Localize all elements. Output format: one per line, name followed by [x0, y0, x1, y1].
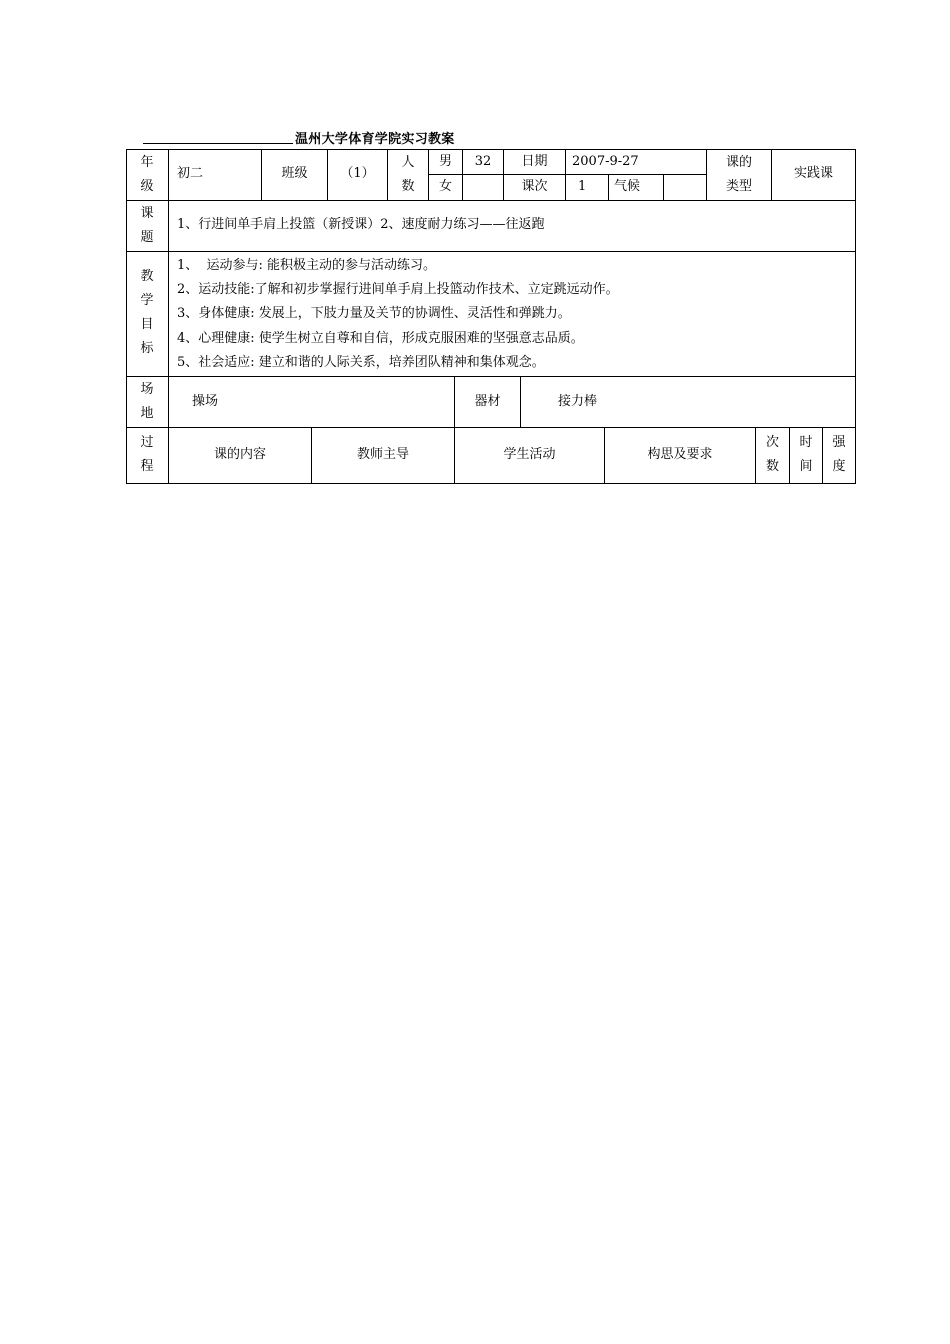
row1-line-i — [663, 174, 664, 200]
date-value: 2007-9-27 — [572, 154, 639, 169]
goal-item-skills: 2、运动技能:了解和初步掌握行进间单手肩上投篮动作技术、立定跳远动作。 — [177, 282, 619, 297]
people-label-line2: 数 — [401, 179, 415, 194]
process-label-line2: 程 — [140, 459, 154, 474]
process-label — [127, 431, 167, 479]
column-count-line2: 数 — [765, 459, 779, 474]
column-count — [756, 431, 789, 479]
row1-line-g — [565, 149, 566, 200]
goals-label-line2: 学 — [140, 293, 154, 308]
venue-label-line2: 地 — [140, 406, 154, 421]
people-label — [388, 151, 428, 199]
column-time-line1: 时 — [799, 435, 813, 450]
column-design-requirements: 构思及要求 — [647, 447, 713, 462]
topic-label-line2: 题 — [140, 230, 154, 245]
lesson-type-label-line2: 类型 — [725, 179, 752, 194]
grade-value: 初二 — [177, 166, 204, 181]
grade-label-line2: 级 — [140, 179, 154, 194]
row1-bottom-line — [126, 200, 856, 201]
column-student-activity: 学生活动 — [503, 447, 556, 462]
venue-label-line1: 场 — [140, 382, 154, 397]
column-time — [790, 431, 822, 479]
goals-label-line4: 标 — [140, 341, 154, 356]
column-count-line1: 次 — [765, 435, 779, 450]
row1-line-h — [608, 174, 609, 200]
column-teacher-guidance: 教师主导 — [356, 447, 409, 462]
venue-label — [127, 378, 167, 426]
row3-bottom-line — [126, 376, 856, 377]
people-label-line1: 人 — [401, 155, 415, 170]
class-value: （1） — [340, 166, 375, 181]
row4-line-b — [520, 376, 521, 427]
lesson-type-value: 实践课 — [793, 166, 833, 181]
lesson-type-label — [712, 151, 766, 199]
goals-label-line1: 教 — [140, 269, 154, 284]
topic-label-line1: 课 — [140, 206, 154, 221]
equipment-label: 器材 — [474, 394, 501, 409]
venue-value: 操场 — [192, 394, 219, 409]
table-border-right — [855, 149, 856, 483]
grade-label — [127, 151, 167, 199]
equipment-value: 接力棒 — [558, 394, 598, 409]
lesson-no-value: 1 — [578, 179, 587, 194]
goal-item-participation: 1、 运动参与: 能积极主动的参与活动练习。 — [177, 258, 437, 273]
row4-bottom-line — [126, 427, 856, 428]
column-intensity-line1: 强 — [832, 435, 846, 450]
goal-item-mental: 4、心理健康: 使学生树立自尊和自信，形成克服困难的坚强意志品质。 — [177, 331, 584, 346]
row2-bottom-line — [126, 251, 856, 252]
goals-label-line3: 目 — [140, 317, 154, 332]
document-title: 温州大学体育学院实习教案 — [295, 132, 455, 147]
column-intensity-line2: 度 — [832, 459, 846, 474]
goal-item-social: 5、社会适应: 建立和谐的人际关系，培养团队精神和集体观念。 — [177, 355, 545, 370]
title-underline — [143, 143, 293, 144]
column-lesson-content: 课的内容 — [213, 447, 266, 462]
topic-label — [127, 202, 167, 250]
goal-item-physical: 3、身体健康: 发展上，下肢力量及关节的协调性、灵活性和弹跳力。 — [177, 306, 571, 321]
row1-line-j — [706, 149, 707, 200]
grade-label-line1: 年 — [140, 155, 154, 170]
label-column-line — [168, 149, 169, 483]
table-border-bottom — [126, 483, 856, 484]
column-time-line2: 间 — [799, 459, 813, 474]
lesson-no-label: 课次 — [521, 179, 548, 194]
goals-label — [127, 265, 167, 361]
lesson-type-label-line1: 课的 — [725, 155, 752, 170]
weather-label: 气候 — [614, 179, 641, 194]
female-label: 女 — [438, 179, 452, 194]
column-intensity — [823, 431, 855, 479]
date-label: 日期 — [521, 154, 548, 169]
row1-mid-line — [428, 174, 706, 175]
male-label: 男 — [438, 154, 452, 169]
class-label: 班级 — [281, 166, 308, 181]
process-label-line1: 过 — [140, 435, 154, 450]
male-count: 32 — [474, 154, 492, 169]
document-header — [143, 128, 473, 146]
topic-text: 1、行进间单手肩上投篮（新授课）2、速度耐力练习——往返跑 — [177, 217, 545, 232]
